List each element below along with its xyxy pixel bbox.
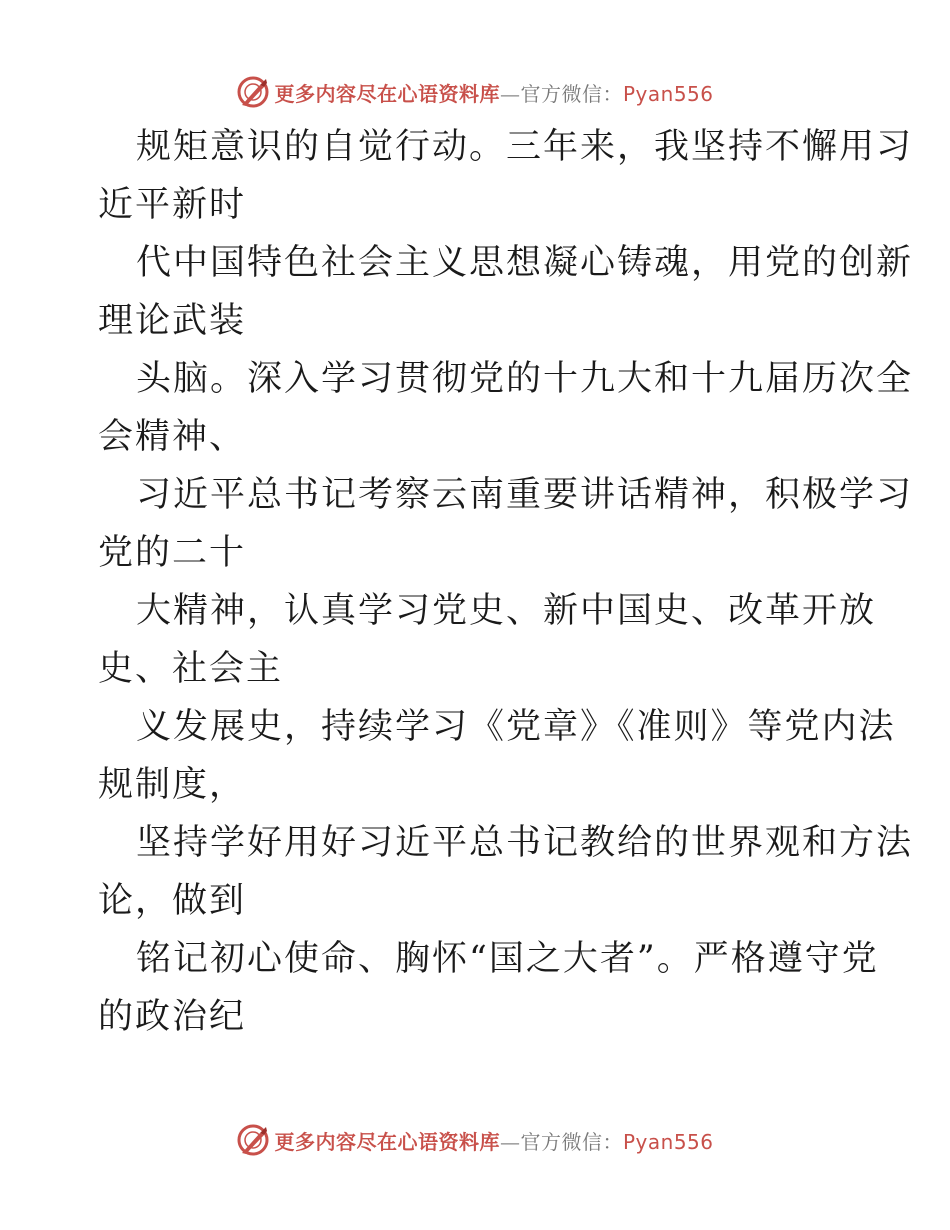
text-line: 规制度， (98, 765, 247, 805)
text-line: 党的二十 (98, 533, 247, 573)
text-line: 坚持学好用好习近平总书记教给的世界观和方法 (136, 823, 914, 863)
text-line: 头脑。深入学习贯彻党的十九大和十九届历次全 (136, 359, 914, 399)
text-line: 论，做到 (98, 881, 247, 921)
footer-banner (0, 1120, 950, 1160)
text-line: 义发展史，持续学习《党章》《准则》等党内法 (136, 707, 896, 747)
header-text (274, 78, 713, 107)
pen-logo-icon (236, 1123, 270, 1157)
footer-site-text: 更多内容尽在心语资料库 (274, 1129, 500, 1154)
header-separator: — (499, 81, 521, 106)
text-line: 理论武装 (98, 301, 247, 341)
text-line: 近平新时 (98, 185, 247, 225)
footer-text (274, 1126, 713, 1155)
header-site-text: 更多内容尽在心语资料库 (274, 81, 500, 106)
text-line: 规矩意识的自觉行动。三年来，我坚持不懈用习 (136, 127, 914, 167)
footer-separator: — (499, 1129, 521, 1154)
text-line: 大精神，认真学习党史、新中国史、改革开放 (136, 591, 877, 631)
header-banner (0, 72, 950, 112)
text-line: 代中国特色社会主义思想凝心铸魂，用党的创新 (136, 243, 914, 283)
pen-logo-icon (236, 75, 270, 109)
text-line: 铭记初心使命、胸怀“国之大者”。严格遵守党 (136, 939, 879, 979)
text-line: 的政治纪 (98, 997, 247, 1037)
text-line: 会精神、 (98, 417, 247, 457)
header-wechat-account: Pyan556 (622, 81, 714, 106)
document-body (98, 118, 914, 1046)
footer-wechat-label: 官方微信： (520, 1129, 623, 1154)
header-wechat-label: 官方微信： (520, 81, 623, 106)
text-line: 习近平总书记考察云南重要讲话精神，积极学习 (136, 475, 914, 515)
text-line: 史、社会主 (98, 649, 284, 689)
footer-wechat-account: Pyan556 (622, 1129, 714, 1154)
